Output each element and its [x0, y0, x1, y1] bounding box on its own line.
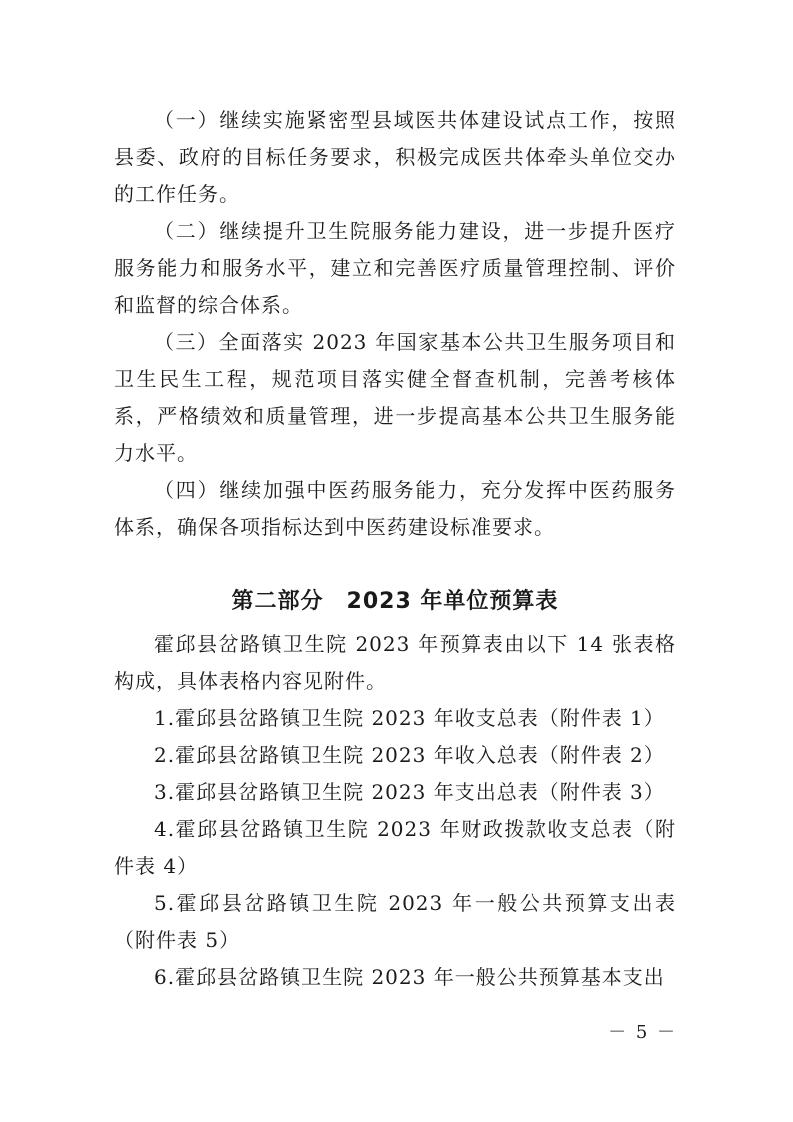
- list-item-4: 4.霍邱县岔路镇卫生院 2023 年财政拨款收支总表（附件表 4）: [114, 817, 676, 878]
- list-item-6: 6.霍邱县岔路镇卫生院 2023 年一般公共预算基本支出: [154, 965, 665, 989]
- list-item-1: 1.霍邱县岔路镇卫生院 2023 年收支总表（附件表 1）: [154, 706, 665, 730]
- list-item-2: 2.霍邱县岔路镇卫生院 2023 年收入总表（附件表 2）: [154, 743, 665, 767]
- paragraph-4: （四）继续加强中医药服务能力，充分发挥中医药服务体系，确保各项指标达到中医药建设标准要求。: [114, 478, 676, 539]
- paragraph-1: （一）继续实施紧密型县域医共体建设试点工作，按照县委、政府的目标任务要求，积极完成医共体牵头单位交办的工作任务。: [114, 108, 676, 206]
- list-item-3: 3.霍邱县岔路镇卫生院 2023 年支出总表（附件表 3）: [154, 780, 665, 804]
- paragraph-2: （二）继续提升卫生院服务能力建设，进一步提升医疗服务能力和服务水平，建立和完善医疗质量管理控制、评价和监督的综合体系。: [114, 219, 676, 317]
- section-title: 第二部分 2023 年单位预算表: [231, 589, 559, 614]
- paragraph-3: （三）全面落实 2023 年国家基本公共卫生服务项目和卫生民生工程，规范项目落实健全督查机制，完善考核体系，严格绩效和质量管理，进一步提高基本公共卫生服务能力水平。: [114, 330, 676, 465]
- intro-paragraph: 霍邱县岔路镇卫生院 2023 年预算表由以下 14 张表格构成，具体表格内容见附件。: [114, 632, 676, 693]
- page-content: [114, 102, 676, 996]
- page-number: － 5 －: [608, 1022, 677, 1043]
- list-item-5: 5.霍邱县岔路镇卫生院 2023 年一般公共预算支出表（附件表 5）: [114, 891, 676, 952]
